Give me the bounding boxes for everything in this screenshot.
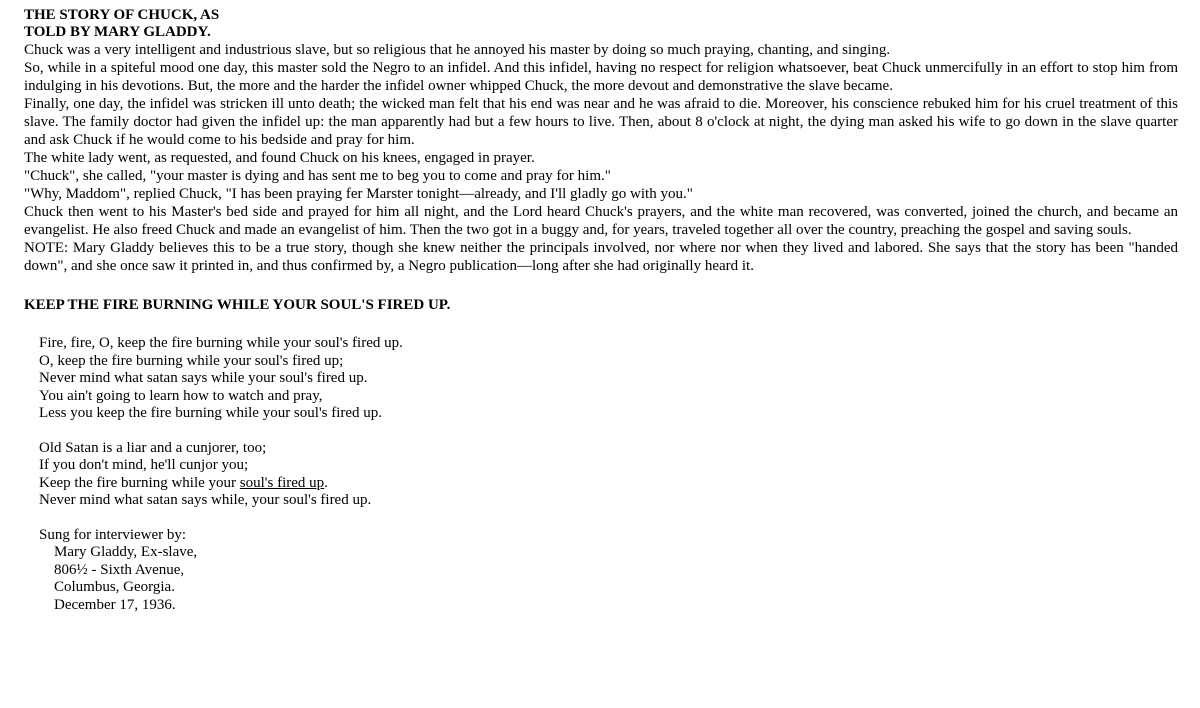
stanza-2-line-3-end: . xyxy=(324,474,328,491)
stanza-2-line-3 xyxy=(39,475,1178,493)
credit-name: Mary Gladdy, Ex-slave, xyxy=(54,544,198,560)
credit-heading: Sung for interviewer by: xyxy=(39,526,187,543)
stanza-1-line-4: You ain't going to learn how to watch and pray, xyxy=(39,387,323,404)
story-paragraph-6: "Why, Maddom", replied Chuck, "I has been praying fer Marster tonight—already, and I'll gladly go with you." xyxy=(24,186,693,202)
stanza-1-line-1: Fire, fire, O, keep the fire burning while your soul's fired up. xyxy=(39,335,403,351)
stanza-2-line-4: Never mind what satan says while, your soul's fired up. xyxy=(39,492,372,508)
song-title: KEEP THE FIRE BURNING WHILE YOUR SOUL'S FIRED UP. xyxy=(24,297,451,313)
story-paragraph-4: The white lady went, as requested, and found Chuck on his knees, engaged in prayer. xyxy=(24,150,535,166)
stanza-2-line-1: Old Satan is a liar and a cunjorer, too; xyxy=(39,439,267,456)
story-title-line-2: TOLD BY MARY GLADDY. xyxy=(24,24,211,40)
song-stanza-2 xyxy=(39,440,1178,510)
story-paragraph-1: Chuck was a very intelligent and industrious slave, but so religious that he annoyed his master by doing so much praying, chanting, and singing. xyxy=(24,42,891,58)
song-stanza-1 xyxy=(39,335,1178,423)
story-paragraph-2: So, while in a spiteful mood one day, this master sold the Negro to an infidel. And this infidel, having no respect for religion whatsoever, beat Chuck unmercifully in an effort to stop him from indulging in his devotions. But, the more and the harder the infidel owner whipped Chuck, the more devout and demonstrative the slave became. xyxy=(24,60,1178,94)
story-title-line-1: THE STORY OF CHUCK, AS xyxy=(24,7,220,23)
story-title xyxy=(24,7,1178,41)
credit-address: 806½ - Sixth Avenue, xyxy=(54,561,185,578)
interview-credit xyxy=(39,527,1178,615)
story-paragraph-7: Chuck then went to his Master's bed side and prayed for him all night, and the Lord heard Chuck's prayers, and the white man recovered, was converted, joined the church, and became an evangelist. He also freed Chuck and made an evangelist of him. Then the two got in a buggy and, for years, traveled together all over the country, preaching the gospel and saving souls. xyxy=(24,204,1178,238)
stanza-2-line-2: If you don't mind, he'll cunjor you; xyxy=(39,457,249,473)
story-paragraph-3: Finally, one day, the infidel was stricken ill unto death; the wicked man felt that his end was near and he was afraid to die. Moreover, his conscience rebuked him for his cruel treatment of this slave. The family doctor had given the infidel up: the man apparently had but a few hours to live. Then, about 8 o'clock at night, the dying man asked his wife to go down in the slave quarter and ask Chuck if he would come to his bedside and pray for him. xyxy=(24,96,1178,148)
credit-city: Columbus, Georgia. xyxy=(54,579,175,595)
stanza-1-line-2: O, keep the fire burning while your soul's fired up; xyxy=(39,352,344,369)
stanza-1-line-3: Never mind what satan says while your soul's fired up. xyxy=(39,370,368,386)
credit-date: December 17, 1936. xyxy=(54,596,176,613)
underlined-phrase: soul's fired up xyxy=(239,474,325,491)
story-note: NOTE: Mary Gladdy believes this to be a true story, though she knew neither the principals involved, nor where nor when they lived and labored. She says that the story has been "handed down", and she once saw it printed in, and thus confirmed by, a Negro publication—long after she had originally heard it. xyxy=(24,240,1178,274)
stanza-2-line-3-text: Keep the fire burning while your xyxy=(39,474,240,491)
story-paragraph-5: "Chuck", she called, "your master is dying and has sent me to beg you to come and pray for him." xyxy=(24,168,611,184)
stanza-1-line-5: Less you keep the fire burning while your soul's fired up. xyxy=(39,405,383,421)
